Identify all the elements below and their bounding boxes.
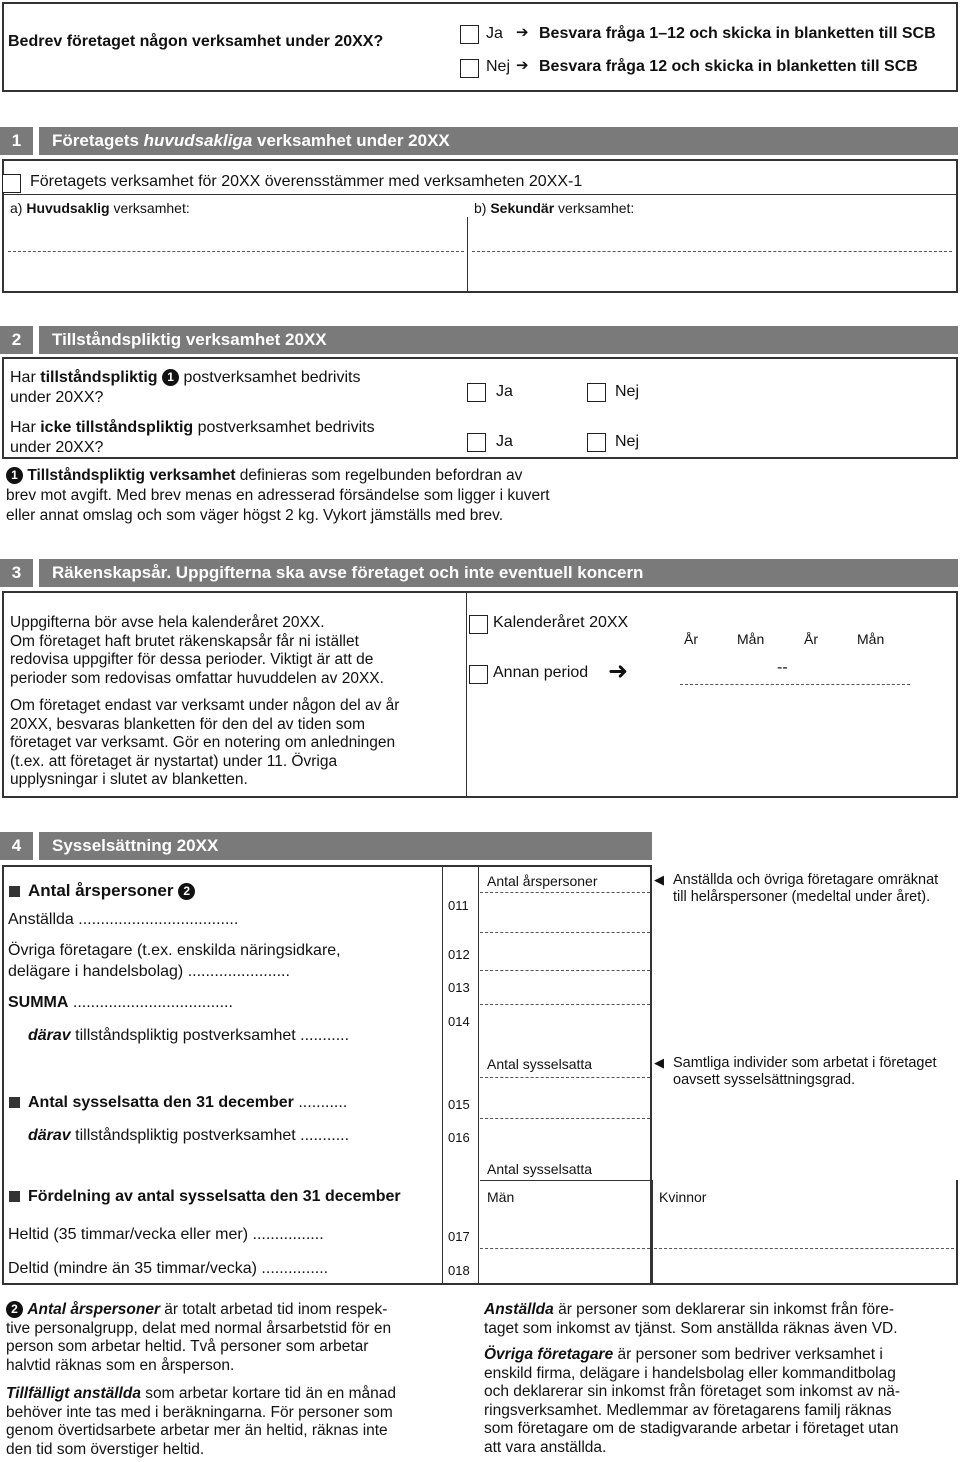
section-number: 1 [11,131,22,150]
period-to-year-label: År [804,631,818,647]
section-title: Tillståndspliktig verksamhet 20XX [52,330,327,349]
women-column-label: Kvinnor [659,1189,707,1205]
unlicensed-post-question: Har icke tillståndspliktig postverksamhet bedrivits under 20XX? [10,419,375,456]
period-from-year-label: År [684,631,698,647]
employees-input[interactable] [480,892,650,893]
licensed-no-label: Nej [615,383,640,400]
parttime-label: Deltid (mindre än 35 timmar/vecka) ............... [8,1260,329,1277]
employed-note: Samtliga individer som arbetat i företaget oavsett sysselsättningsgrad. [673,1055,937,1088]
code-013: 013 [448,980,470,995]
employed-column-label-2: Antal sysselsatta [487,1161,593,1177]
activity-no-label: Nej [486,58,511,75]
fulltime-men-input[interactable] [480,1248,650,1249]
footnote-1-icon: 1 [6,467,23,484]
main-activity-label: a) Huvudsaklig verksamhet: [10,200,190,216]
main-activity-input[interactable] [8,251,464,252]
unlicensed-yes-checkbox[interactable] [467,433,486,452]
other-owners-label: Övriga företagare (t.ex. enskilda näringsidkare, delägare i handelsbolag) ....................... [8,942,341,980]
fiscal-year-info-2: Om företaget endast var verksamt under någon del av år 20XX, besvaras blanketten för den del av tiden som företaget var verksamt. Gör en notering om anledningen (t.ex. att företaget är nystartat) under 11. Övriga upplysningar i slutet av blanketten. [10,697,400,788]
calendar-year-label: Kalenderåret 20XX [493,614,629,631]
of-which-licensed-1-label: därav tillståndspliktig postverksamhet ........... [28,1027,350,1044]
section-3-box [2,591,958,798]
unlicensed-no-label: Nej [615,433,640,450]
code-011: 011 [448,898,469,913]
employed-31dec-input[interactable] [480,1077,650,1078]
sum-input[interactable] [480,970,650,971]
unlicensed-yes-label: Ja [496,433,513,450]
footnote-2-icon: 2 [178,883,195,900]
section-title: Räkenskapsår. Uppgifterna ska avse företaget och inte eventuell koncern [52,563,644,582]
activity-yes-checkbox[interactable] [460,25,479,44]
period-to-month-label: Mån [857,631,885,647]
arrow-right-icon: ➔ [516,24,529,41]
activity-question-box [2,2,958,92]
footnote-2-text: 2 Antal årspersoner är totalt arbetad tid inom respek- tive personalgrupp, delat med normal årsarbetstid för en person som arbetar heltid. Två personer som arbetar halvtid räknas som en årsperson. Tillfälligt anställda som arbetar kortare tid än en månad behöver inte tas med i beräkningarna. För personer som genom övertidsarbete arbetar mer än heltid, räknas inte den tid som överstiger heltid. [6,1301,396,1458]
annual-persons-note: Anställda och övriga företagare omräknat till helårspersoner (medeltal under året). [673,872,939,905]
sum-label: SUMMA .................................... [8,994,233,1011]
activity-question: Bedrev företaget någon verksamhet under 20XX? [8,33,384,50]
gender-table-right-border [652,1180,958,1285]
triangle-left-icon: ◀ [654,872,664,887]
distribution-heading: Fördelning av antal sysselsatta den 31 december [9,1188,401,1206]
section-number: 2 [11,330,22,349]
other-period-label: Annan period [493,664,589,681]
section-1-box [2,159,958,293]
secondary-activity-input[interactable] [472,251,952,252]
activity-yes-label: Ja [486,25,503,42]
same-activity-label: Företagets verksamhet för 20XX överensstämmer med verksamheten 20XX-1 [30,173,583,190]
calendar-year-checkbox[interactable] [469,615,488,634]
footnote-1-icon: 1 [162,369,179,386]
employed-31dec-label: Antal sysselsatta den 31 december ........... [9,1094,347,1112]
fiscal-year-info-1: Uppgifterna bör avse hela kalenderåret 20XX. Om företaget haft brutet räkenskapsår får ni istället redovisa uppgifter för dessa perioder. Viktigt är att de perioder som redovisas omfattar huvuddelen av 20XX. [10,614,384,687]
secondary-activity-label: b) Sekundär verksamhet: [474,200,635,216]
section-number: 4 [11,836,22,855]
licensed-employed-input[interactable] [480,1118,650,1119]
activity-no-instruction: Besvara fråga 12 och skicka in blanketten till SCB [539,58,918,75]
activity-no-checkbox[interactable] [460,59,479,78]
of-which-licensed-2-label: därav tillståndspliktig postverksamhet ........... [28,1127,350,1144]
licensed-annual-input[interactable] [480,1004,650,1005]
men-column-label: Män [487,1189,515,1205]
code-012: 012 [448,947,470,962]
section-3-header [0,559,958,587]
footnote-1-text: 1 Tillståndspliktig verksamhet definieras som regelbunden befordran av brev mot avgift. Med brev menas en adresserad försändelse som ligger i kuvert eller annat omslag och som väger högst 2 kg. Vykort jämställs med brev. [6,467,550,524]
employed-column-label: Antal sysselsatta [487,1056,593,1072]
section-4-header [0,832,652,860]
licensed-yes-label: Ja [496,383,513,400]
code-018: 018 [448,1263,470,1278]
code-015: 015 [448,1097,470,1112]
code-016: 016 [448,1130,470,1145]
other-period-checkbox[interactable] [469,665,488,684]
fulltime-label: Heltid (35 timmar/vecka eller mer) ................ [8,1226,324,1243]
fulltime-women-input[interactable] [654,1248,954,1249]
section-title: Företagets huvudsakliga verksamhet under 20XX [52,131,450,150]
section-2-header [0,326,958,354]
triangle-left-icon: ◀ [654,1055,664,1070]
licensed-no-checkbox[interactable] [587,383,606,402]
annual-persons-heading: Antal årspersoner 2 [9,881,195,901]
other-owners-input[interactable] [480,932,650,933]
licensed-yes-checkbox[interactable] [467,383,486,402]
same-activity-checkbox[interactable] [2,174,21,193]
arrow-right-icon: ➔ [516,57,529,74]
annual-persons-column-label: Antal årspersoner [487,873,598,889]
section-number: 3 [11,563,22,582]
section-2-box [2,357,958,459]
unlicensed-no-checkbox[interactable] [587,433,606,452]
code-014: 014 [448,1014,470,1029]
period-from-month-label: Mån [737,631,765,647]
activity-yes-instruction: Besvara fråga 1–12 och skicka in blanketten till SCB [539,25,936,42]
period-input[interactable] [680,684,910,685]
employees-label: Anställda .................................... [8,911,239,928]
arrow-right-icon: ➜ [608,658,629,685]
licensed-post-question: Har tillståndspliktig 1 postverksamhet bedrivits under 20XX? [10,369,361,406]
definitions-text: Anställda är personer som deklarerar sin inkomst från före- taget som inkomst av tjänst. Som anställda räknas även VD. Övriga företagare är personer som bedriver verksamhet i enskild firma, delägare i handelsbolag eller kommanditbolag och deklarerar sin inkomst från företaget som inkomst av nä- ringsverksamhet. Medlemmar av företagarens familj räknas som företagare om de stadigvarande arbetar i företaget utan att vara anställda. [484,1301,901,1456]
section-1-header [0,127,958,155]
section-title: Sysselsättning 20XX [52,836,219,855]
period-range-separator: -- [777,659,788,676]
footnote-2-icon: 2 [6,1301,23,1318]
code-017: 017 [448,1229,470,1244]
